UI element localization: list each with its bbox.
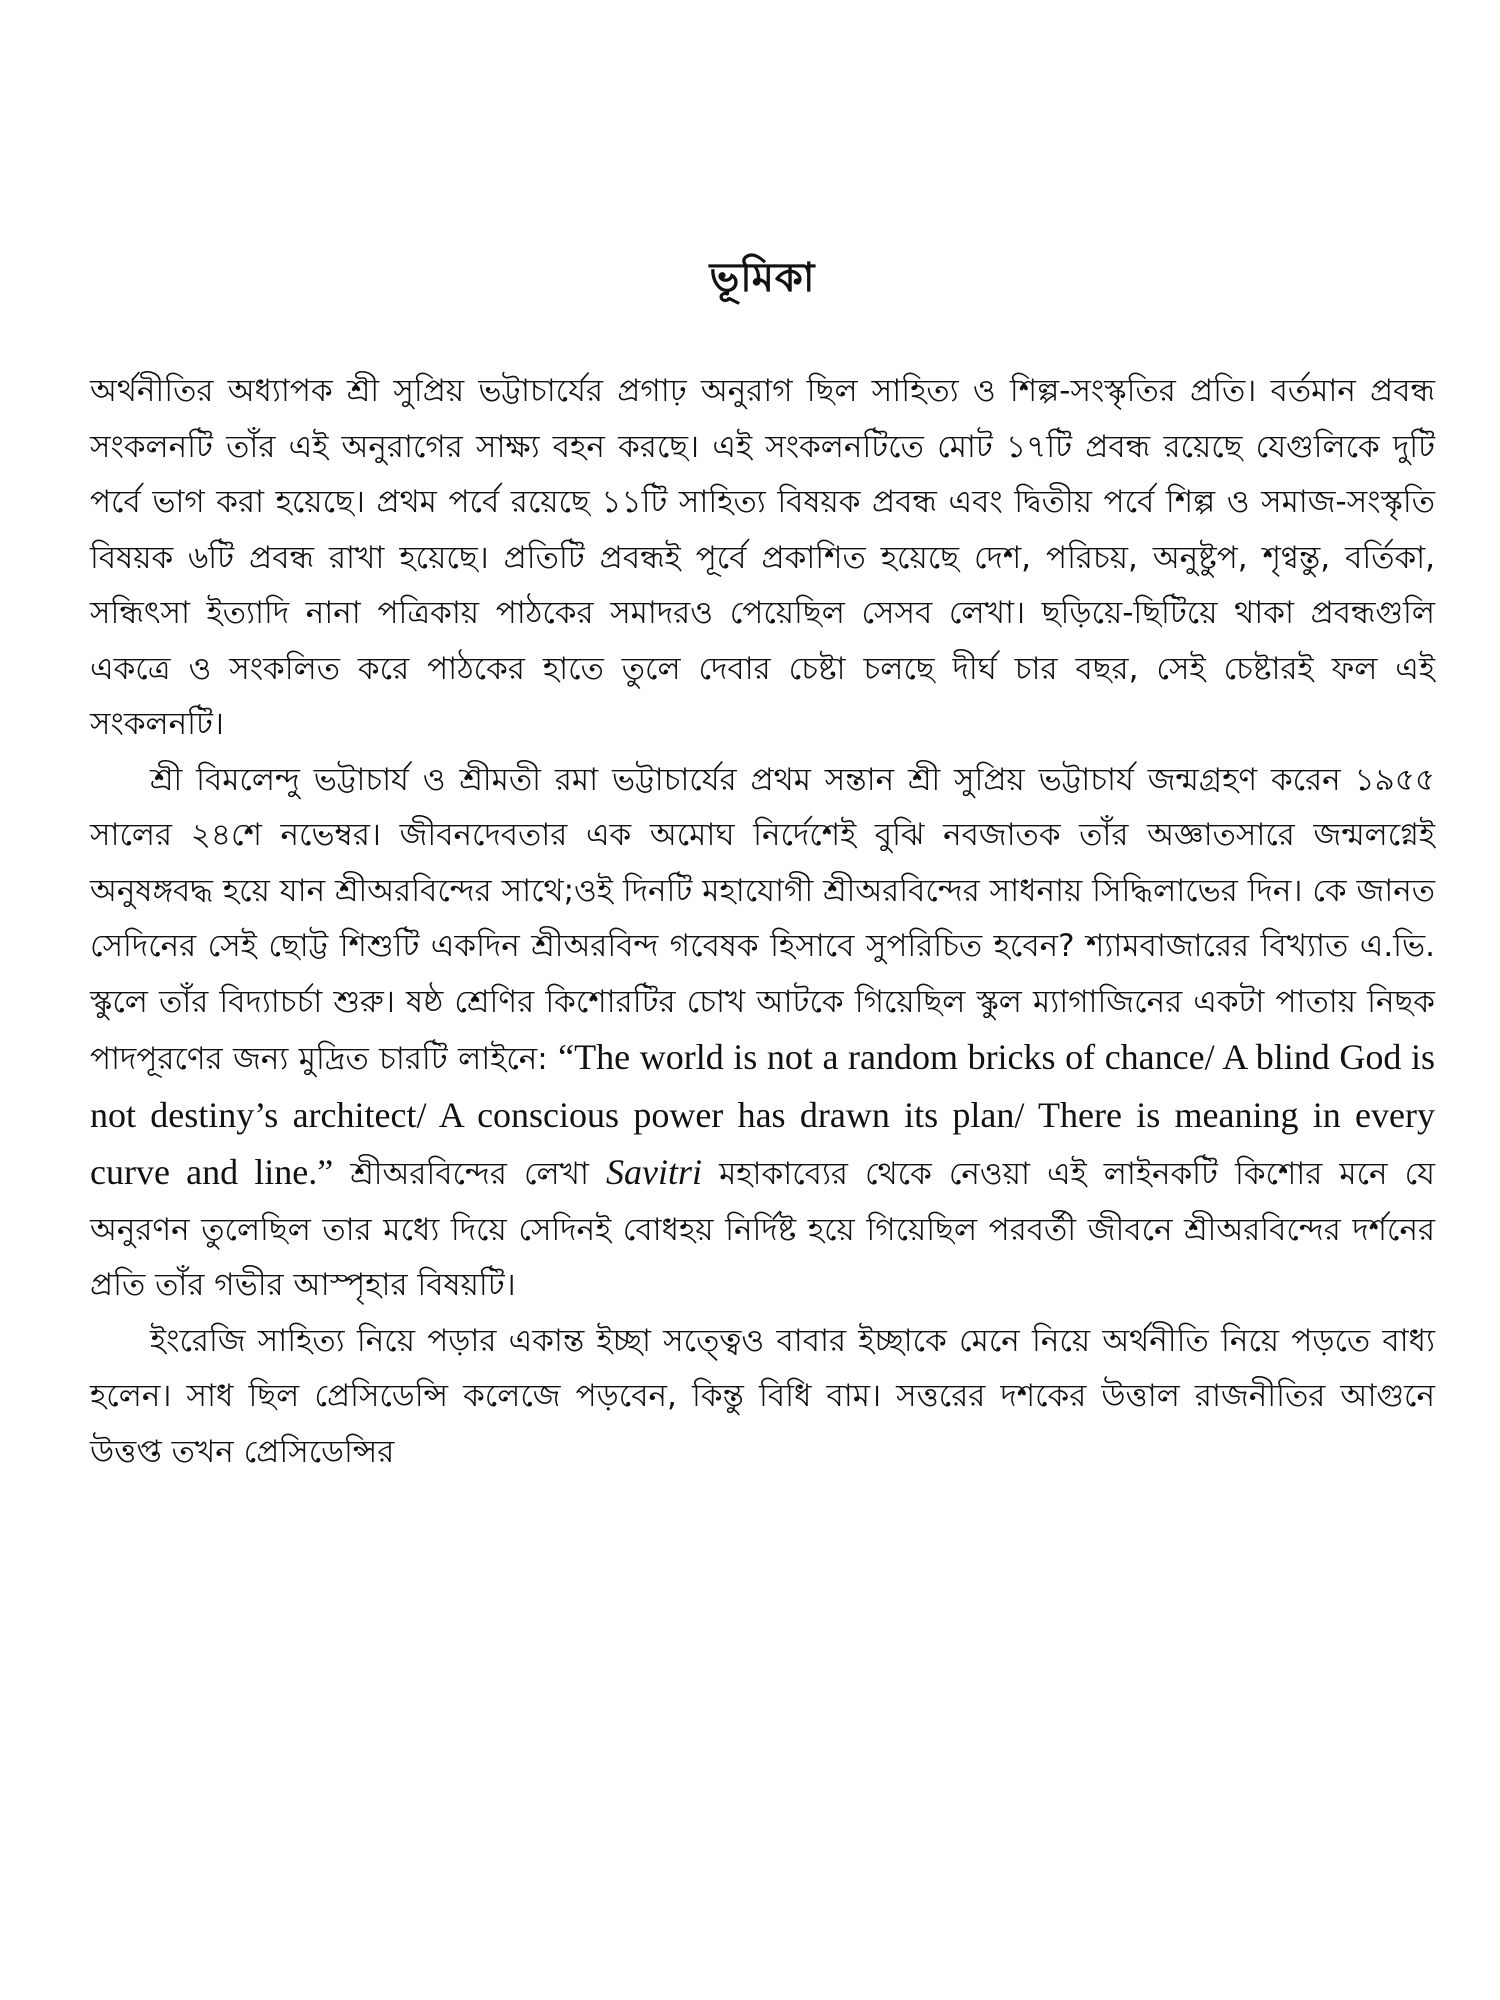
paragraph-2-quote: “The world is not a random bricks of chance/ A blind God is not destiny’s architect/ A conscious power has drawn its plan/ There is meaning in every curve and line.” [90,1037,1435,1192]
page-title: ভূমিকা [709,255,816,301]
paragraph-2 [90,753,1435,1314]
paragraph-2-italic-title: Savitri [606,1152,703,1192]
paragraph-1: অর্থনীতির অধ্যাপক শ্রী সুপ্রিয় ভট্টাচার্যের প্রগাঢ় অনুরাগ ছিল সাহিত্য ও শিল্প-সংস্কৃতির প্রতি। বর্তমান প্রবন্ধ সংকলনটি তাঁর এই অনুরাগের সাক্ষ্য বহন করছে। এই সংকলনটিতে মোট ১৭টি প্রবন্ধ রয়েছে যেগুলিকে দুটি পর্বে ভাগ করা হয়েছে। প্রথম পর্বে রয়েছে ১১টি সাহিত্য বিষয়ক প্রবন্ধ এবং দ্বিতীয় পর্বে শিল্প ও সমাজ-সংস্কৃতি বিষয়ক ৬টি প্রবন্ধ রাখা হয়েছে। প্রতিটি প্রবন্ধই পূর্বে প্রকাশিত হয়েছে দেশ, পরিচয়, অনুষ্টুপ, শৃণ্বন্তু, বর্তিকা, সন্ধিৎসা ইত্যাদি নানা পত্রিকায় পাঠকের সমাদরও পেয়েছিল সেসব লেখা। ছড়িয়ে-ছিটিয়ে থাকা প্রবন্ধগুলি একত্রে ও সংকলিত করে পাঠকের হাতে তুলে দেবার চেষ্টা চলছে দীর্ঘ চার বছর, সেই চেষ্টারই ফল এই সংকলনটি। [90,373,1435,742]
paragraph-2-text-c: মহাকাব্যের থেকে নেওয়া এই লাইনকটি কিশোর মনে যে অনুরণন তুলেছিল তার মধ্যে দিয়ে সেদিনই বোধহয় নির্দিষ্ট হয়ে গিয়েছিল পরবর্তী জীবনে শ্রীঅরবিন্দের দর্শনের প্রতি তাঁর গভীর আস্পৃহার বিষয়টি। [90,1156,1436,1303]
paragraph-2-text-a: শ্রী বিমলেন্দু ভট্টাচার্য ও শ্রীমতী রমা ভট্টাচার্যের প্রথম সন্তান শ্রী সুপ্রিয় ভট্টাচার্য জন্মগ্রহণ করেন ১৯৫৫ সালের ২৪শে নভেম্বর। জীবনদেবতার এক অমোঘ নির্দেশেই বুঝি নবজাতক তাঁর অজ্ঞাতসারে জন্মলগ্নেই অনুষঙ্গবদ্ধ হয়ে যান শ্রীঅরবিন্দের সাথে;ওই দিনটি মহাযোগী শ্রীঅরবিন্দের সাধনায় সিদ্ধিলাভের দিন। কে জানত সেদিনের সেই ছোট্ট শিশুটি একদিন শ্রীঅরবিন্দ গবেষক হিসাবে সুপরিচিত হবেন? শ্যামবাজারের বিখ্যাত এ.ভি. স্কুলে তাঁর বিদ্যাচর্চা শুরু। ষষ্ঠ শ্রেণির কিশোরটির চোখ আটকে গিয়েছিল স্কুল ম্যাগাজিনের একটা পাতায় নিছক পাদপূরণের জন্য মুদ্রিত চারটি লাইনে: [90,761,1435,1077]
document-page [90,250,1435,1480]
paragraph-3: ইংরেজি সাহিত্য নিয়ে পড়ার একান্ত ইচ্ছা সত্ত্বেও বাবার ইচ্ছাকে মেনে নিয়ে অর্থনীতি নিয়ে পড়তে বাধ্য হলেন। সাধ ছিল প্রেসিডেন্সি কলেজে পড়বেন, কিন্তু বিধি বাম। সত্তরের দশকের উত্তাল রাজনীতির আগুনে উত্তপ্ত তখন প্রেসিডেন্সির [90,1322,1435,1470]
paragraph-2-text-b: শ্রীঅরবিন্দের লেখা [350,1156,589,1192]
